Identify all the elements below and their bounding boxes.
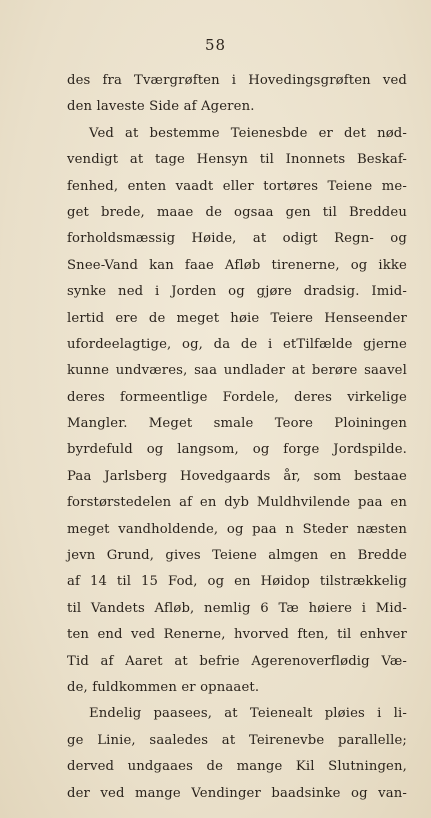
text-line: Tid af Aaret at befrie Agerenoverflødig Væ-: [67, 653, 407, 669]
text-line: vendigt at tage Hensyn til Inonnets Beskaf-: [67, 152, 407, 168]
text-line: til Vandets Afløb, nemlig 6 Tæ høiere i Mid-: [67, 600, 407, 616]
text-line: meget vandholdende, og paa n Steder næsten: [67, 521, 407, 537]
text-line: lertid ere de meget høie Teiere Henseender: [67, 310, 407, 326]
text-line: ufordeelagtige, og, da de i etTilfælde gjerne: [67, 336, 407, 352]
text-line: forholdsmæssig Høide, at odigt Regn- og: [67, 231, 407, 247]
body-text: [67, 68, 407, 807]
text-line: derved undgaaes de mange Kil Slutningen,: [67, 759, 407, 775]
text-line: byrdefuld og langsom, og forge Jordspilde.: [67, 442, 407, 458]
text-line: Snee-Vand kan faae Afløb tirenerne, og ikke: [67, 257, 407, 273]
text-line: ge Linie, saaledes at Teirenevbe parallelle;: [67, 732, 407, 748]
text-line: Ved at bestemme Teienesbde er det nød-: [89, 125, 407, 141]
text-line: des fra Tværgrøften i Hovedingsgrøften ved: [67, 73, 407, 88]
text-line: Endelig paasees, at Teienealt pløies i li-: [89, 706, 407, 722]
page-number: 58: [204, 36, 227, 54]
text-line: fenhed, enten vaadt eller tortøres Teiene me-: [67, 178, 407, 194]
text-line: den laveste Side af Ageren.: [67, 99, 255, 115]
text-line: Paa Jarlsberg Hovedgaards år, som bestaae: [67, 468, 407, 484]
text-line: Mangler. Meget smale Teore Ploiningen: [67, 416, 407, 432]
text-line: ten end ved Renerne, hvorved ften, til enhver: [67, 627, 407, 643]
text-line: synke ned i Jorden og gjøre dradsig. Imid-: [67, 284, 407, 300]
text-line: der ved mange Vendinger baadsinke og van-: [67, 785, 407, 801]
text-line: get brede, maae de ogsaa gen til Breddeu: [67, 204, 407, 220]
text-line: af 14 til 15 Fod, og en Høidop tilstrækkelig: [67, 574, 407, 590]
text-line: deres formeentlige Fordele, deres virkelige: [67, 389, 407, 405]
text-line: de, fuldkommen er opnaaet.: [67, 679, 260, 695]
text-line: jevn Grund, gives Teiene almgen en Bredde: [67, 548, 407, 564]
text-line: kunne undværes, saa undlader at berøre saavel: [67, 363, 407, 379]
text-line: forstørstedelen af en dyb Muldhvilende paa en: [67, 495, 407, 511]
